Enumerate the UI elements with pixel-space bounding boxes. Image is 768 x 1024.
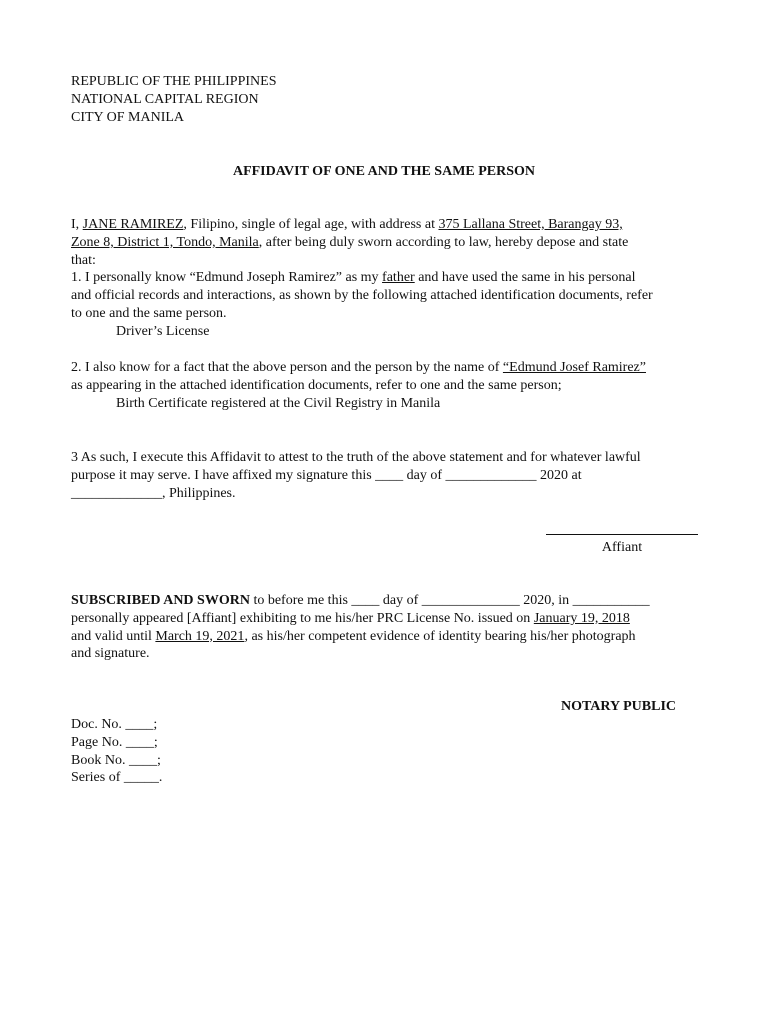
jurat-paragraph — [71, 592, 701, 663]
document-item-birth-certificate: Birth Certificate registered at the Civil Registry in Manila — [116, 395, 441, 411]
statement-1-line-1 — [71, 269, 701, 287]
statement-text: 1. I personally know “Edmund Joseph Ramirez” as my — [71, 270, 383, 286]
statement-1-line-3: to one and the same person. — [71, 305, 227, 321]
book-no: Book No. ____; — [71, 752, 161, 768]
relationship: father — [382, 270, 415, 286]
document-header — [71, 73, 701, 126]
statement-3-line-2: purpose it may serve. I have affixed my signature this ____ day of _____________ 2020 at — [71, 467, 582, 483]
affiant-name: JANE RAMIREZ — [82, 217, 184, 232]
header-city: CITY OF MANILA — [71, 109, 185, 125]
page-no: Page No. ____; — [71, 734, 158, 750]
intro-line-1 — [71, 216, 701, 234]
affiant-signature-block — [546, 520, 698, 557]
statement-1-line-2: and official records and interactions, as shown by the following attached identification documents, refer — [71, 288, 653, 304]
jurat-text: , as his/her competent evidence of identity bearing his/her photograph — [244, 628, 636, 644]
series-of: Series of _____. — [71, 770, 163, 786]
intro-text: , after being duly sworn according to law, hereby depose and state — [258, 234, 629, 250]
alternate-name: “Edmund Josef Ramirez” — [502, 360, 646, 375]
intro-paragraph — [71, 216, 701, 341]
notary-public-label: NOTARY PUBLIC — [561, 699, 677, 714]
jurat-text: to before me this ____ day of ______________ 2020, in ___________ — [249, 593, 650, 608]
affiant-label: Affiant — [601, 540, 643, 555]
statement-3-line-1: 3 As such, I execute this Affidavit to attest to the truth of the above statement and for whatever lawful — [71, 450, 641, 465]
signature-line — [546, 520, 698, 535]
intro-text: , Filipino, single of legal age, with address at — [183, 217, 439, 232]
jurat-line-4: and signature. — [71, 646, 150, 662]
intro-text: I, — [71, 217, 83, 232]
statement-3-line-3: _____________, Philippines. — [71, 485, 236, 501]
statement-text: and have used the same in his personal — [414, 270, 636, 286]
jurat-text: and valid until — [71, 628, 156, 644]
jurat-line-1 — [71, 592, 701, 610]
intro-line-2 — [71, 234, 701, 252]
document-item-drivers-license: Driver’s License — [116, 323, 210, 339]
notarial-register — [71, 716, 701, 787]
doc-no: Doc. No. ____; — [71, 717, 158, 732]
document-title: AFFIDAVIT OF ONE AND THE SAME PERSON — [232, 164, 536, 179]
license-valid-until: March 19, 2021 — [155, 628, 245, 644]
license-issue-date: January 19, 2018 — [533, 610, 630, 626]
jurat-text: personally appeared [Affiant] exhibiting to me his/her PRC License No. issued on — [71, 610, 534, 626]
jurat-line-3 — [71, 628, 701, 646]
subscribed-and-sworn: SUBSCRIBED AND SWORN — [71, 593, 250, 608]
statement-text: 2. I also know for a fact that the above person and the person by the name of — [71, 360, 503, 375]
header-republic: REPUBLIC OF THE PHILIPPINES — [71, 74, 277, 89]
affiant-address: 375 Lallana Street, Barangay 93, — [438, 217, 623, 232]
statement-3 — [71, 449, 701, 502]
header-region: NATIONAL CAPITAL REGION — [71, 91, 259, 107]
statement-2-line-2: as appearing in the attached identification documents, refer to one and the same person; — [71, 377, 562, 393]
intro-line-3: that: — [71, 252, 96, 268]
affiant-address-cont: Zone 8, District 1, Tondo, Manila — [71, 234, 259, 250]
statement-2 — [71, 359, 701, 412]
statement-2-line-1 — [71, 359, 701, 377]
jurat-line-2 — [71, 610, 701, 628]
